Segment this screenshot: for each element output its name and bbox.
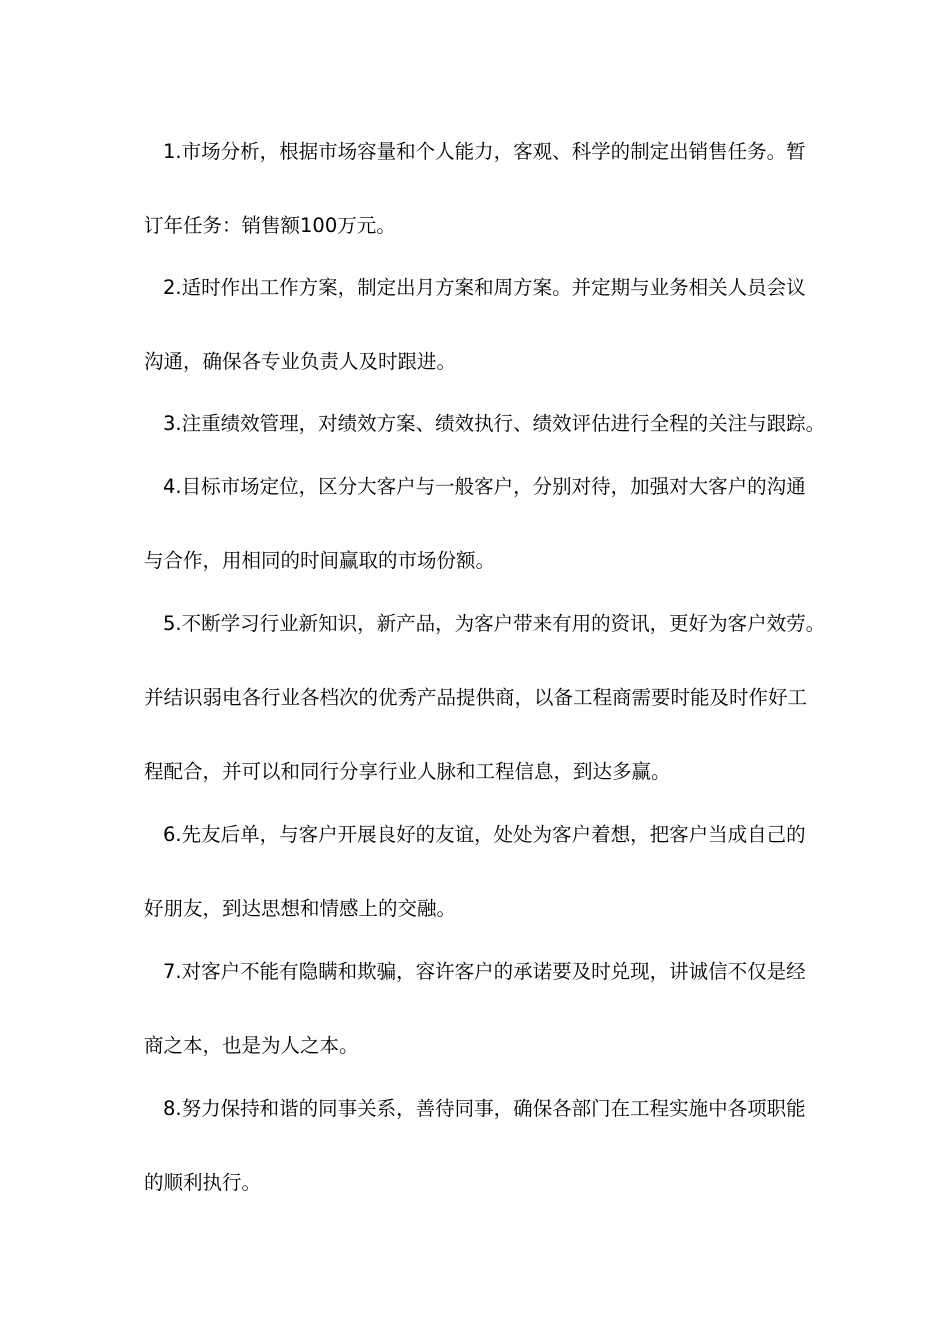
item-6-line-1: 6.先友后单，与客户开展良好的友谊，处处为客户着想，把客户当成自己的 (163, 823, 806, 846)
item-7-line-2: 商之本，也是为人之本。 (144, 1034, 359, 1057)
item-7-line-1: 7.对客户不能有隐瞒和欺骗，容许客户的承诺要及时兑现，讲诚信不仅是经 (163, 960, 806, 983)
item-1-line-1: 1.市场分析，根据市场容量和个人能力，客观、科学的制定出销售任务。暂 (163, 140, 806, 163)
item-2-line-1: 2.适时作出工作方案，制定出月方案和周方案。并定期与业务相关人员会议 (163, 276, 806, 299)
item-4-line-2: 与合作，用相同的时间赢取的市场份额。 (144, 549, 496, 572)
item-8-line-2: 的顺利执行。 (144, 1171, 262, 1194)
item-1-line-2: 订年任务：销售额100万元。 (144, 214, 396, 237)
item-5-line-1: 5.不断学习行业新知识，新产品，为客户带来有用的资讯，更好为客户效劳。 (163, 612, 826, 635)
item-3-line-1: 3.注重绩效管理，对绩效方案、绩效执行、绩效评估进行全程的关注与跟踪。 (163, 412, 826, 435)
item-2-line-2: 沟通，确保各专业负责人及时跟进。 (144, 350, 457, 373)
item-5-line-2: 并结识弱电各行业各档次的优秀产品提供商，以备工程商需要时能及时作好工 (144, 686, 808, 709)
item-4-line-1: 4.目标市场定位，区分大客户与一般客户，分别对待，加强对大客户的沟通 (163, 475, 806, 498)
item-5-line-3: 程配合，并可以和同行分享行业人脉和工程信息，到达多赢。 (144, 760, 671, 783)
item-6-line-2: 好朋友，到达思想和情感上的交融。 (144, 897, 457, 920)
item-8-line-1: 8.努力保持和谐的同事关系，善待同事，确保各部门在工程实施中各项职能 (163, 1097, 806, 1120)
